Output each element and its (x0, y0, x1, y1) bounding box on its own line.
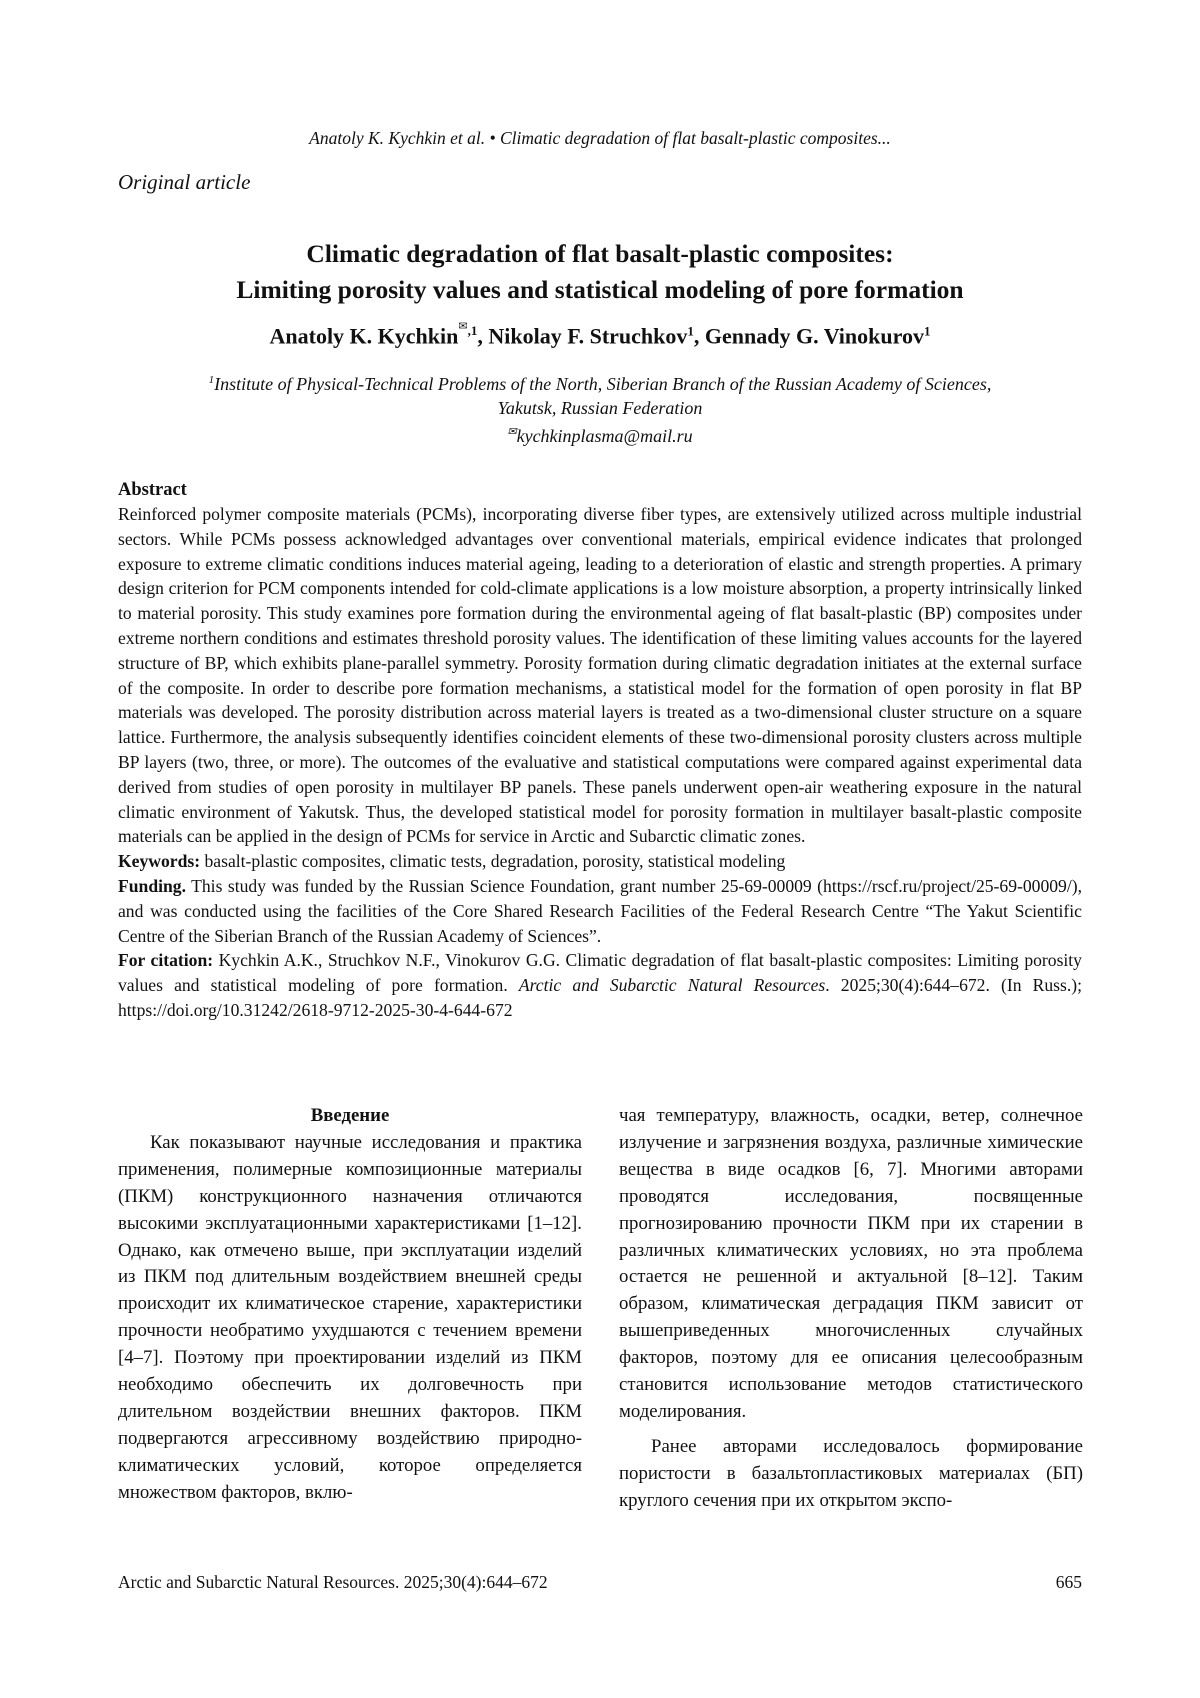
citation (118, 948, 1082, 1022)
abstract-text: Reinforced polymer composite materials (PCMs), incorporating diverse fiber types, are extensively utilized across multiple industrial sectors. While PCMs possess acknowledged advantages over conventional materials, empirical evidence indicates that prolonged exposure to extreme climatic conditions induces material ageing, leading to a deterioration of elastic and strength properties. A primary design criterion for PCM components intended for cold-climate applications is a low moisture absorption, a property intrinsically linked to material porosity. This study examines pore formation during the environmental ageing of flat basalt-plastic (BP) composites under extreme northern conditions and estimates threshold porosity values. The identification of these limiting values accounts for the layered structure of BP, which exhibits plane-parallel symmetry. Porosity formation during climatic degradation initiates at the external surface of the composite. In order to describe pore formation mechanisms, a statistical model for the formation of open porosity in flat BP materials was developed. The porosity distribution across material layers is treated as a two-dimensional cluster structure on a square lattice. Furthermore, the analysis subsequently identifies coincident elements of these two-dimensional porosity clusters across multiple BP layers (two, three, or more). The outcomes of the evaluative and statistical computations were compared against experimental data derived from studies of open porosity in multilayer BP panels. These panels underwent open-air weathering exposure in the natural climatic environment of Yakutsk. Thus, the developed statistical model for porosity formation in multilayer basalt-plastic composite materials can be applied in the design of PCMs for service in Arctic and Subarctic climatic zones. (118, 504, 1082, 847)
funding-text: This study was funded by the Russian Science Foundation, grant number 25-69-00009 (https://rscf.ru/project/25-69-00009/), and was conducted using the facilities of the Core Shared Research Facilities of the Federal Research Centre “The Yakut Scientific Centre of the Siberian Branch of the Russian Academy of Sciences”. (118, 875, 1082, 946)
keywords-text: basalt-plastic composites, climatic tests, degradation, porosity, statistical modeling (200, 851, 786, 872)
page-number: 665 (1055, 1572, 1082, 1592)
body-column-right (619, 1103, 1083, 1515)
body-paragraph: чая температуру, влажность, осадки, ветер, солнечное излучение и загрязнения воздуха, различные химические вещества в виде осадков [6, 7]. Многими авторами проводятся исследования, посвященные прогнозированию прочности ПКМ при их старении в различных климатических условиях, но эта проблема остается не решенной и актуальной [8–12]. Таким образом, климатическая деградация ПКМ зависит от вышеприведенных многочисленных случайных факторов, поэтому для ее описания целесообразным становится использование методов статистического моделирования. (619, 1105, 1083, 1422)
email-text[interactable]: kychkinplasma@mail.ru (516, 426, 693, 446)
affiliation-line-1 (100, 368, 1100, 396)
keywords (118, 849, 1082, 874)
envelope-icon: ✉ (458, 321, 468, 333)
author-affiliation-mark: ✉,1 (458, 321, 478, 339)
abstract-section (118, 478, 1082, 1023)
article-type: Original article (118, 170, 251, 194)
affiliation (100, 368, 1100, 448)
title-line-2: Limiting porosity values and statistical modeling of pore formation (236, 275, 964, 304)
footer-journal-reference: Arctic and Subarctic Natural Resources. 2025;30(4):644–672 (118, 1572, 548, 1592)
body-paragraph: Ранее авторами исследовалось формирование пористости в базальтопластиковых материалах (БП) круглого сечения при их открытом экспо- (619, 1435, 1083, 1511)
article-title (100, 236, 1100, 308)
keywords-label: Keywords: (118, 851, 201, 872)
author-separator: , (693, 323, 705, 349)
author-name: Gennady G. Vinokurov (704, 323, 924, 349)
affiliation-line-2: Yakutsk, Russian Federation (497, 398, 703, 418)
author-sup: 1 (923, 323, 931, 339)
envelope-icon: ✉ (507, 426, 517, 438)
author-name: Anatoly K. Kychkin (269, 323, 459, 349)
funding (118, 874, 1082, 948)
title-line-1: Climatic degradation of flat basalt-plastic composites: (306, 239, 894, 268)
citation-text: Kychkin A.K., Struchkov N.F., Vinokurov G.G. Climatic degradation of flat basalt-plastic composites: Limiting porosity values and statistical modeling of pore formation. (118, 950, 1082, 996)
author-name: Nikolay F. Struchkov (488, 323, 688, 349)
author-separator: , (477, 323, 489, 349)
citation-journal: Arctic and Subarctic Natural Resources (518, 975, 826, 996)
affiliation-text: Institute of Physical-Technical Problems of the North, Siberian Branch of the Russian Academy of Sciences, (214, 374, 992, 394)
running-header: Anatoly K. Kychkin et al. • Climatic degradation of flat basalt-plastic composites... (309, 128, 891, 148)
body-paragraph: Как показывают научные исследования и практика применения, полимерные композиционные материалы (ПКМ) конструкционного назначения отличаются высокими эксплуатационными характеристиками [1–12]. Однако, как отмечено выше, при эксплуатации изделий из ПКМ под длительным воздействием внешней среды происходит их климатическое старение, характеристики прочности необратимо ухудшаются с течением времени [4–7]. Поэтому при проектировании изделий из ПКМ необходимо обеспечить их долговечность при длительном воздействии внешних факторов. ПКМ подвергаются агрессивному воздействию природно-климатических условий, которое определяется множеством факторов, вклю- (118, 1131, 582, 1503)
citation-label: For citation: (118, 950, 214, 971)
contact-email[interactable] (100, 420, 1100, 448)
funding-label: Funding. (118, 875, 186, 896)
body-column-left (118, 1103, 582, 1507)
affiliation-sup: 1 (208, 374, 215, 386)
abstract-heading: Abstract (118, 480, 187, 500)
author-sup: 1 (470, 323, 478, 339)
section-heading-introduction: Введение (310, 1105, 390, 1126)
author-sup: 1 (687, 323, 694, 339)
author-list (100, 320, 1100, 350)
citation-tail: . 2025;30(4):644–672. (In Russ.); https://doi.org/10.31242/2618-9712-2025-30-4-644-672 (118, 975, 1082, 1020)
